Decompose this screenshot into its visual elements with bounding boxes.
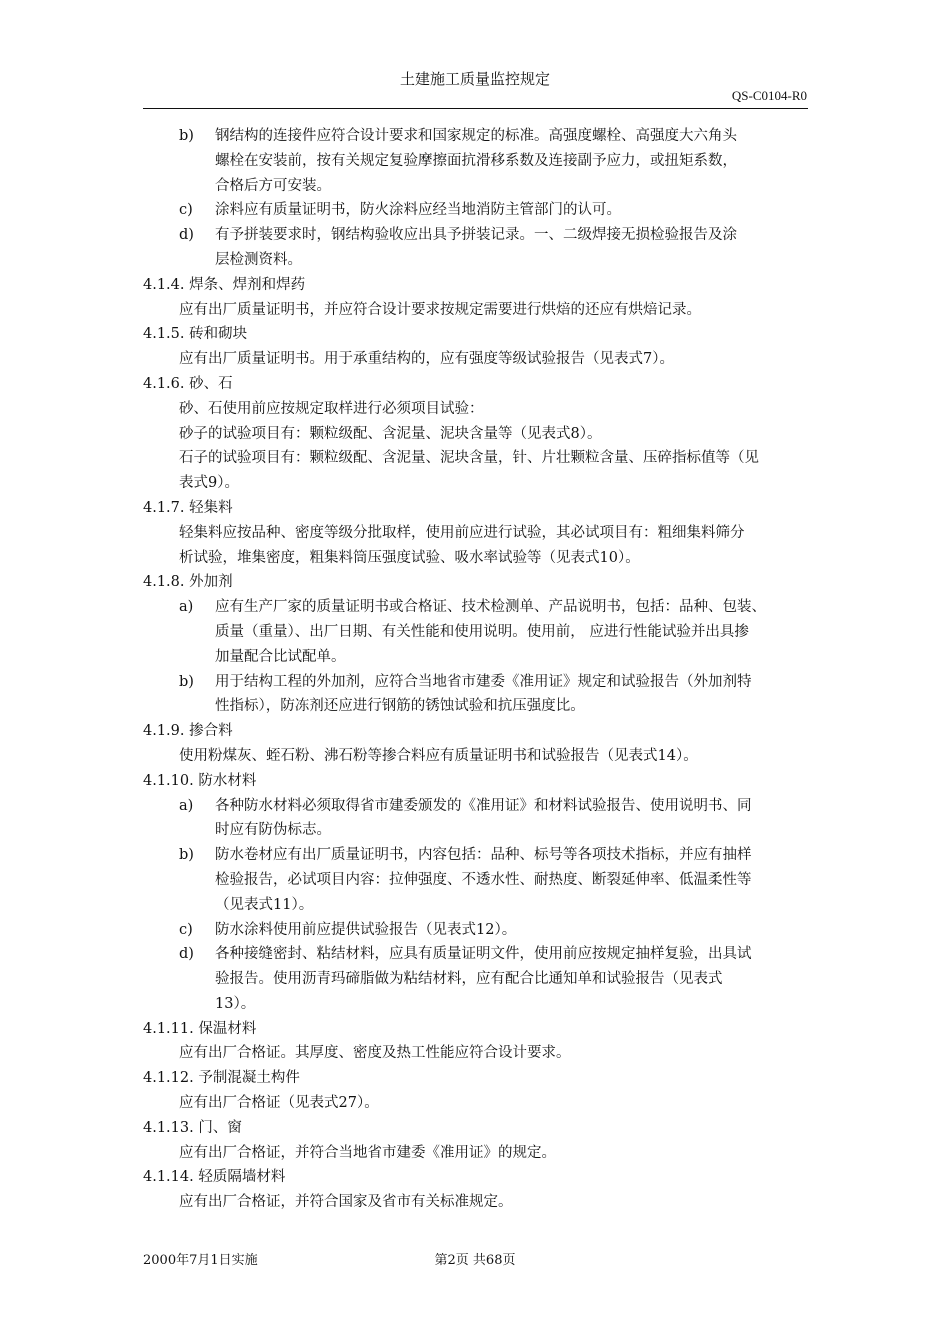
list-item: [143, 198, 811, 223]
list-item-text-line: 合格后方可安装。: [215, 177, 331, 194]
list-item-marker: b): [179, 673, 194, 690]
list-item: [143, 595, 811, 669]
paragraph-line: 应有出厂质量证明书，并应符合设计要求按规定需要进行烘焙的还应有烘焙记录。: [179, 301, 701, 318]
paragraph-line: 应有出厂质量证明书。用于承重结构的，应有强度等级试验报告（见表式7）。: [179, 351, 674, 368]
paragraph-line: 析试验，堆集密度，粗集料筒压强度试验、吸水率试验等（见表式10）。: [179, 549, 640, 566]
list-item: [143, 794, 811, 844]
paragraph-line: 应有出厂合格证，并符合国家及省市有关标准规定。: [179, 1194, 513, 1211]
list-item-marker: c): [179, 921, 193, 938]
list-item-marker: d): [179, 227, 194, 244]
list-item-text-line: 各种接缝密封、粘结材料，应具有质量证明文件，使用前应按规定抽样复验，出具试: [215, 946, 752, 963]
list-item-text-line: 各种防水材料必须取得省市建委颁发的《准用证》和材料试验报告、使用说明书、同: [215, 797, 752, 814]
paragraph-line: 应有出厂合格证，并符合当地省市建委《准用证》的规定。: [179, 1144, 556, 1161]
section-heading: 4.1.10. 防水材料: [143, 772, 257, 789]
paragraph-line: 砂、石使用前应按规定取样进行必须项目试验：: [179, 400, 484, 417]
list-item: [143, 124, 811, 198]
section-heading: 4.1.4. 焊条、焊剂和焊药: [143, 276, 306, 293]
list-item: [143, 942, 811, 1016]
list-item-text-line: 层检测资料。: [215, 251, 302, 268]
header-rule: [143, 108, 808, 109]
paragraph-line: 砂子的试验项目有：颗粒级配、含泥量、泥块含量等（见表式8）。: [179, 425, 602, 442]
effective-date: 2000年7月1日实施: [143, 1253, 258, 1268]
list-item-text-line: 螺栓在安装前，按有关规定复验摩擦面抗滑移系数及连接副予应力，或扭矩系数，: [215, 152, 737, 169]
list-item-text-line: 质量（重量）、出厂日期、有关性能和使用说明。使用前， 应进行性能试验并出具掺: [215, 623, 749, 640]
list-item-text-line: 应有生产厂家的质量证明书或合格证、技术检测单、产品说明书，包括：品种、包装、: [215, 599, 766, 616]
list-item-text-line: 加量配合比试配单。: [215, 648, 346, 665]
section-heading: 4.1.12. 予制混凝土构件: [143, 1070, 300, 1087]
list-item-marker: b): [179, 128, 194, 144]
section-heading: 4.1.5. 砖和砌块: [143, 326, 248, 343]
list-item-text-line: 时应有防伪标志。: [215, 822, 331, 839]
paragraph-line: 轻集料应按品种、密度等级分批取样，使用前应进行试验，其必试项目有：粗细集料筛分: [179, 524, 745, 541]
list-item-marker: d): [179, 946, 194, 963]
list-item-text-line: 检验报告，必试项目内容：拉伸强度、不透水性、耐热度、断裂延伸率、低温柔性等: [215, 871, 752, 888]
list-item-marker: c): [179, 202, 193, 219]
section-heading: 4.1.6. 砂、石: [143, 375, 233, 392]
section-heading: 4.1.7. 轻集料: [143, 499, 233, 516]
list-item-text-line: 用于结构工程的外加剂，应符合当地省市建委《准用证》规定和试验报告（外加剂特: [215, 673, 752, 690]
list-item-text-line: （见表式11）。: [215, 896, 314, 913]
list-item-text-line: 防水涂料使用前应提供试验报告（见表式12）。: [215, 921, 517, 938]
paragraph-line: 表式9）。: [179, 475, 239, 492]
paragraph-line: 石子的试验项目有：颗粒级配、含泥量、泥块含量，针、片壮颗粒含量、压碎指标值等（见: [179, 450, 759, 467]
list-item-text-line: 验报告。使用沥青玛碲脂做为粘结材料，应有配合比通知单和试验报告（见表式: [215, 971, 723, 988]
list-item-text-line: 涂料应有质量证明书，防火涂料应经当地消防主管部门的认可。: [215, 202, 621, 219]
list-item-marker: a): [179, 797, 194, 814]
section-heading: 4.1.14. 轻质隔墙材料: [143, 1169, 286, 1186]
list-item: [143, 223, 811, 273]
list-item: [143, 843, 811, 917]
paragraph-line: 使用粉煤灰、蛭石粉、沸石粉等掺合料应有质量证明书和试验报告（见表式14）。: [179, 747, 698, 764]
paragraph-line: 应有出厂合格证。其厚度、密度及热工性能应符合设计要求。: [179, 1045, 571, 1062]
document-body: [143, 124, 811, 1215]
page-header-title: 土建施工质量监控规定: [399, 70, 550, 88]
list-item-marker: b): [179, 847, 194, 864]
list-item-text-line: 性指标），防冻剂还应进行钢筋的锈蚀试验和抗压强度比。: [215, 698, 585, 715]
list-item: [143, 918, 811, 943]
list-item-marker: a): [179, 599, 194, 616]
section-heading: 4.1.9. 掺合料: [143, 723, 233, 740]
list-item-text-line: 13）。: [215, 995, 256, 1012]
section-heading: 4.1.8. 外加剂: [143, 574, 233, 591]
section-heading: 4.1.11. 保温材料: [143, 1020, 257, 1037]
document-code: QS-C0104-R0: [731, 88, 807, 103]
list-item: [143, 670, 811, 720]
section-heading: 4.1.13. 门、窗: [143, 1119, 242, 1136]
list-item-text-line: 有予拼装要求时，钢结构验收应出具予拼装记录。一、二级焊接无损检验报告及涂: [215, 227, 737, 244]
paragraph-line: 应有出厂合格证（见表式27）。: [179, 1095, 379, 1112]
list-item-text-line: 钢结构的连接件应符合设计要求和国家规定的标准。高强度螺栓、高强度大六角头: [215, 128, 737, 144]
list-item-text-line: 防水卷材应有出厂质量证明书，内容包括：品种、标号等各项技术指标，并应有抽样: [215, 847, 752, 864]
page-number: 第2页 共68页: [434, 1253, 516, 1268]
